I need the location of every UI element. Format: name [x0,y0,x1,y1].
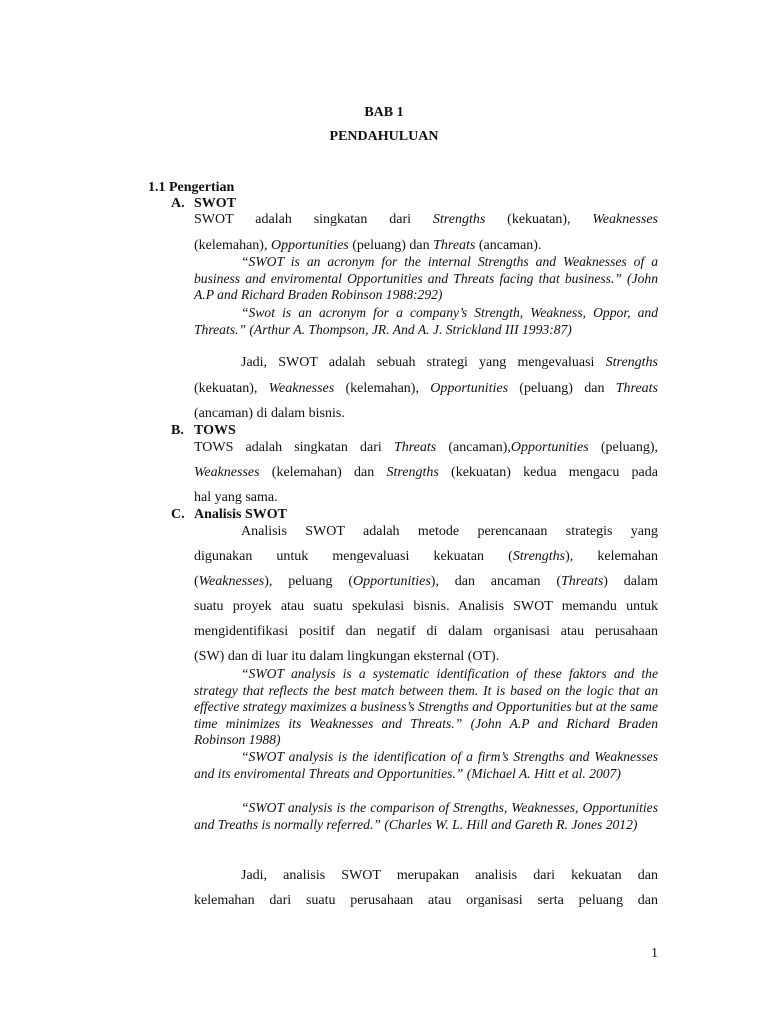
analysis-line6: (SW) dan di luar itu dalam lingkungan eksternal (OT). [194,649,500,664]
analysis-line5: mengidentifikasi positif dan negatif di dalam organisasi atau perusahaan [194,624,658,639]
analysis-line3: (Weaknesses), peluang (Opportunities), dan ancaman (Threats) dalam [194,574,658,589]
tows-line1: TOWS adalah singkatan dari Threats (ancaman),Opportunities (peluang), [194,440,658,455]
chapter-label: BAB 1 [364,105,404,120]
subsection-a-title: SWOT [194,196,237,211]
swot-quote-2: “Swot is an acronym for a company’s Strength, Weakness, Oppor, and Threats.” (Arthur A. Thompson, JR. And A. J. Strickland III 1993:87) [194,305,658,337]
swot-conclusion-line3: (ancaman) di dalam bisnis. [194,406,345,421]
subsection-b-title: TOWS [194,423,236,438]
analysis-quote-1: “SWOT analysis is a systematic identification of these faktors and the strategy that reflects the best match between them. It is based on the logic that an effective strategy maximizes a business’s Strengths and Opportunities but at the same time minimizes its Weaknesses and Threats.” (John A.P and Richard Braden Robinson 1988) [194,666,658,748]
subsection-c-letter: C. [171,507,185,522]
swot-conclusion-line2: (kekuatan), Weaknesses (kelemahan), Opportunities (peluang) dan Threats [194,381,659,396]
analysis-line4: suatu proyek atau suatu spekulasi bisnis. Analisis SWOT memandu untuk [194,599,658,614]
swot-conclusion-line1: Jadi, SWOT adalah sebuah strategi yang mengevaluasi Strengths [241,355,658,370]
tows-line3: hal yang sama. [194,490,278,505]
tows-line2: Weaknesses (kelemahan) dan Strengths (kekuatan) kedua mengacu pada [194,465,658,480]
analysis-quote-3: “SWOT analysis is the comparison of Strengths, Weaknesses, Opportunities and Treaths is normally referred.” (Charles W. L. Hill and Gareth R. Jones 2012) [194,800,658,832]
swot-definition-line1: SWOT adalah singkatan dari Strengths (kekuatan), Weaknesses [194,212,658,227]
page-number: 1 [651,946,658,961]
subsection-a-letter: A. [171,196,185,211]
analysis-line2: digunakan untuk mengevaluasi kekuatan (Strengths), kelemahan [194,549,659,564]
swot-quote-1: “SWOT is an acronym for the internal Strengths and Weaknesses of a business and enviromental Opportunities and Threats facing that business.” (John A.P and Richard Braden Robinson 1988:292) [194,254,658,303]
subsection-b-letter: B. [171,423,184,438]
analysis-conclusion-line2: kelemahan dari suatu perusahaan atau organisasi serta peluang dan [194,893,658,908]
analysis-line1: Analisis SWOT adalah metode perencanaan strategis yang [241,524,658,539]
analysis-quote-2: “SWOT analysis is the identification of a firm’s Strengths and Weaknesses and its enviromental Threats and Opportunities.” (Michael A. Hitt et al. 2007) [194,749,658,781]
swot-definition-line2: (kelemahan), Opportunities (peluang) dan Threats (ancaman). [194,238,542,253]
subsection-c-title: Analisis SWOT [194,507,287,522]
chapter-title: PENDAHULUAN [329,129,439,144]
analysis-conclusion-line1: Jadi, analisis SWOT merupakan analisis dari kekuatan dan [241,868,658,883]
section-heading: 1.1 Pengertian [148,180,235,195]
